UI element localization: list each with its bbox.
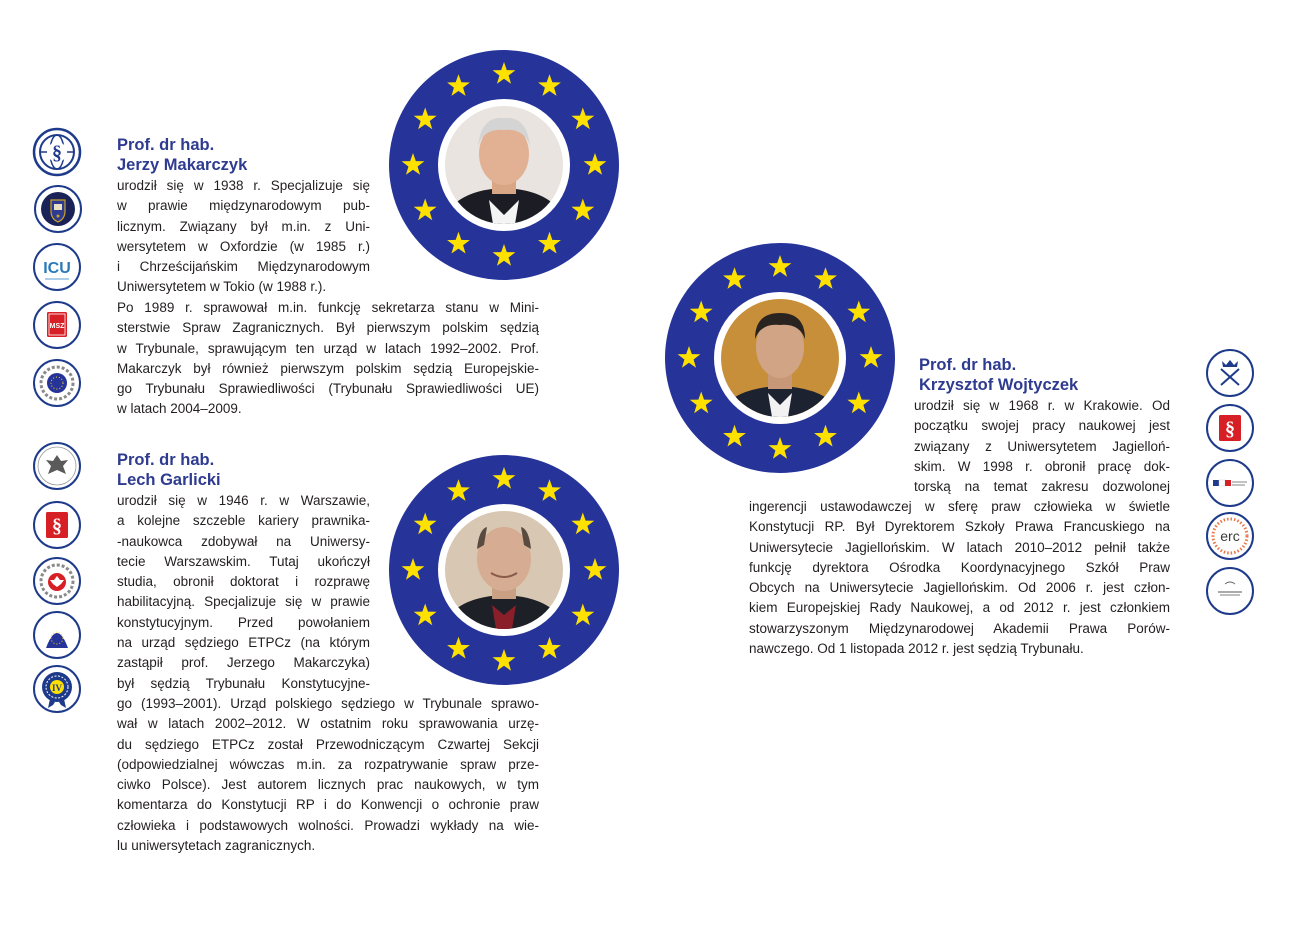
bio-line: go Trybunału Sprawiedliwości (Trybunału Sprawiedliwości UE) — [117, 381, 539, 397]
wojtyczek-title — [919, 355, 1078, 395]
wreath-eagle-icon — [32, 556, 82, 606]
paragraph-text: § — [52, 515, 62, 537]
bio-line: Makarczyk był również pierwszym polskim sędzią Europejskie- — [117, 360, 539, 376]
title-line: Krzysztof Wojtyczek — [919, 376, 1079, 394]
garlicki-portrait — [389, 455, 619, 685]
bio-line: stowarzyszonym Międzynarodowej Akademii Prawa Porów- — [749, 620, 1170, 636]
garlicki-bio-narrow — [117, 491, 370, 694]
msz-book-icon — [32, 300, 82, 350]
bio-line: tecie Warszawskim. Tutaj ukończył — [117, 553, 370, 569]
wreath-eu-blue-icon — [32, 610, 82, 660]
bio-line: komentarza do Konstytucji RP i do Konwencji o ochronie praw — [117, 797, 539, 813]
bio-line: Obcych na Uniwersytecie Jagiellońskim. Od 2006 r. jest człon- — [749, 580, 1170, 596]
bio-line: studia, obronił doktorat i rozprawę — [117, 574, 370, 590]
bio-line: Uniwersytetem w Tokio (w 1988 r.). — [117, 279, 327, 295]
bio-line: lu uniwersytetach zagranicznych. — [117, 838, 316, 854]
bio-line: związany z Uniwersytetem Jagielloń- — [914, 438, 1170, 454]
comparative-law-academy-icon — [1205, 566, 1255, 616]
warsaw-university-eagle-icon — [32, 441, 82, 491]
oxford-crest-icon — [33, 184, 83, 234]
paragraph-book-icon — [32, 500, 82, 550]
svg-text:§: § — [52, 142, 62, 164]
bio-line: Uniwersytecie Jagiellońskim. W latach 2010–2012 pełnił także — [749, 539, 1170, 555]
bio-line: człowieka i podstawowych wolności. Prowadzi wykłady na wie- — [117, 817, 539, 833]
bio-line: Po 1989 r. sprawował m.in. funkcję sekretarza stanu w Mini- — [117, 300, 539, 315]
title-line: Lech Garlicki — [117, 471, 221, 489]
makarczyk-bio-wide — [117, 298, 539, 420]
bio-line: a kolejne szczeble kariery prawnika- — [117, 513, 370, 529]
garlicki-bio-wide — [117, 694, 539, 856]
paragraph-text: § — [1225, 418, 1235, 440]
bio-line: konstytucyjnym. Przed powołaniem — [117, 614, 370, 630]
bio-line: (odpowiedzialnej wówczas m.in. za rozpatrywanie spraw prze- — [117, 756, 539, 772]
bio-line: habilitacyjną. Specjalizuje się w prawie — [117, 594, 370, 610]
bio-line: wał w latach 2002–2012. W ostatnim roku sprawowania urzę- — [117, 716, 539, 732]
bio-line: go (1993–2001). Urząd polskiego sędziego w Trybunale sprawo- — [117, 696, 539, 711]
title-line: Prof. dr hab. — [117, 136, 215, 154]
bio-line: w prawie międzynarodowym pub- — [117, 198, 370, 214]
bio-line: funkcję dyrektora Ośrodka Koordynacyjnego Szkół Praw — [749, 559, 1170, 575]
bio-line: i Chrześcijańskim Międzynarodowym — [117, 259, 370, 275]
bio-line: początku swojej pracy naukowej jest — [914, 418, 1170, 434]
wojtyczek-bio-wide — [749, 497, 1170, 659]
title-line: Jerzy Makarczyk — [117, 156, 248, 174]
erc-text: erc — [1220, 528, 1240, 544]
bio-line: wersytetem w Oxfordzie (w 1985 r.) — [117, 238, 370, 254]
bio-line: w latach 2004–2009. — [117, 401, 242, 417]
bio-line: na urząd sędziego ETPCz (na którym — [117, 635, 370, 651]
bio-line: urodził się w 1946 r. w Warszawie, — [117, 493, 370, 508]
paragraph-globe-icon — [32, 127, 82, 177]
makarczyk-title — [117, 135, 247, 175]
bio-line: Konstytucji RP. Był Dyrektorem Szkoły Prawa Francuskiego na — [749, 519, 1170, 535]
bio-line: du sędziego ETPCz został Przewodniczącym Czwartej Sekcji — [117, 736, 539, 752]
paragraph-book-icon — [1205, 403, 1255, 453]
title-line: Prof. dr hab. — [919, 356, 1017, 374]
bio-line: ingerencji ustawodawczej w sferę praw człowieka w świetle — [749, 499, 1170, 514]
erc-logo-icon — [1205, 511, 1255, 561]
bio-line: był sędzią Trybunału Konstytucyjne- — [117, 675, 370, 691]
bio-line: licznym. Związany był m.in. z Uni- — [117, 218, 370, 234]
bio-line: kiem Europejskiej Rady Naukowej, a od 2012 r. jest członkiem — [749, 600, 1170, 616]
bio-line: sterstwie Spraw Zagranicznych. Był pierwszym polskim sędzią — [117, 320, 539, 336]
bio-line: w Trybunale, sprawującym ten urząd w latach 1992–2002. Prof. — [117, 340, 539, 356]
msz-text: MSZ — [49, 323, 65, 330]
french-law-school-icon — [1205, 458, 1255, 508]
bio-line: urodził się w 1968 r. w Krakowie. Od — [914, 398, 1170, 413]
section-iv-rosette-icon — [32, 664, 82, 714]
title-line: Prof. dr hab. — [117, 451, 215, 469]
wreath-eu-icon — [32, 358, 82, 408]
bio-line: zastąpił prof. Jerzego Makarczyka) — [117, 655, 370, 671]
makarczyk-bio-narrow — [117, 176, 370, 298]
bio-line: nawczego. Od 1 listopada 2012 r. jest sędzią Trybunału. — [749, 641, 1084, 657]
wojtyczek-portrait — [665, 243, 895, 473]
garlicki-title — [117, 450, 221, 490]
icu-logo-icon — [32, 242, 82, 292]
bio-line: torską na temat zakresu dozwolonej — [914, 479, 1170, 495]
makarczyk-portrait — [389, 50, 619, 280]
section-iv-text: IV — [51, 683, 63, 693]
bio-line: skim. W 1998 r. obronił pracę dok- — [914, 458, 1170, 474]
icu-logo-text: ICU — [43, 260, 71, 277]
jagiellonian-crest-icon — [1205, 348, 1255, 398]
bio-line: urodził się w 1938 r. Specjalizuje się — [117, 178, 370, 193]
bio-line: -naukowca zdobywał na Uniwersy- — [117, 533, 370, 549]
bio-line: ciwko Polsce). Jest autorem licznych prac naukowych, w tym — [117, 777, 539, 793]
wojtyczek-bio-narrow — [914, 396, 1170, 497]
